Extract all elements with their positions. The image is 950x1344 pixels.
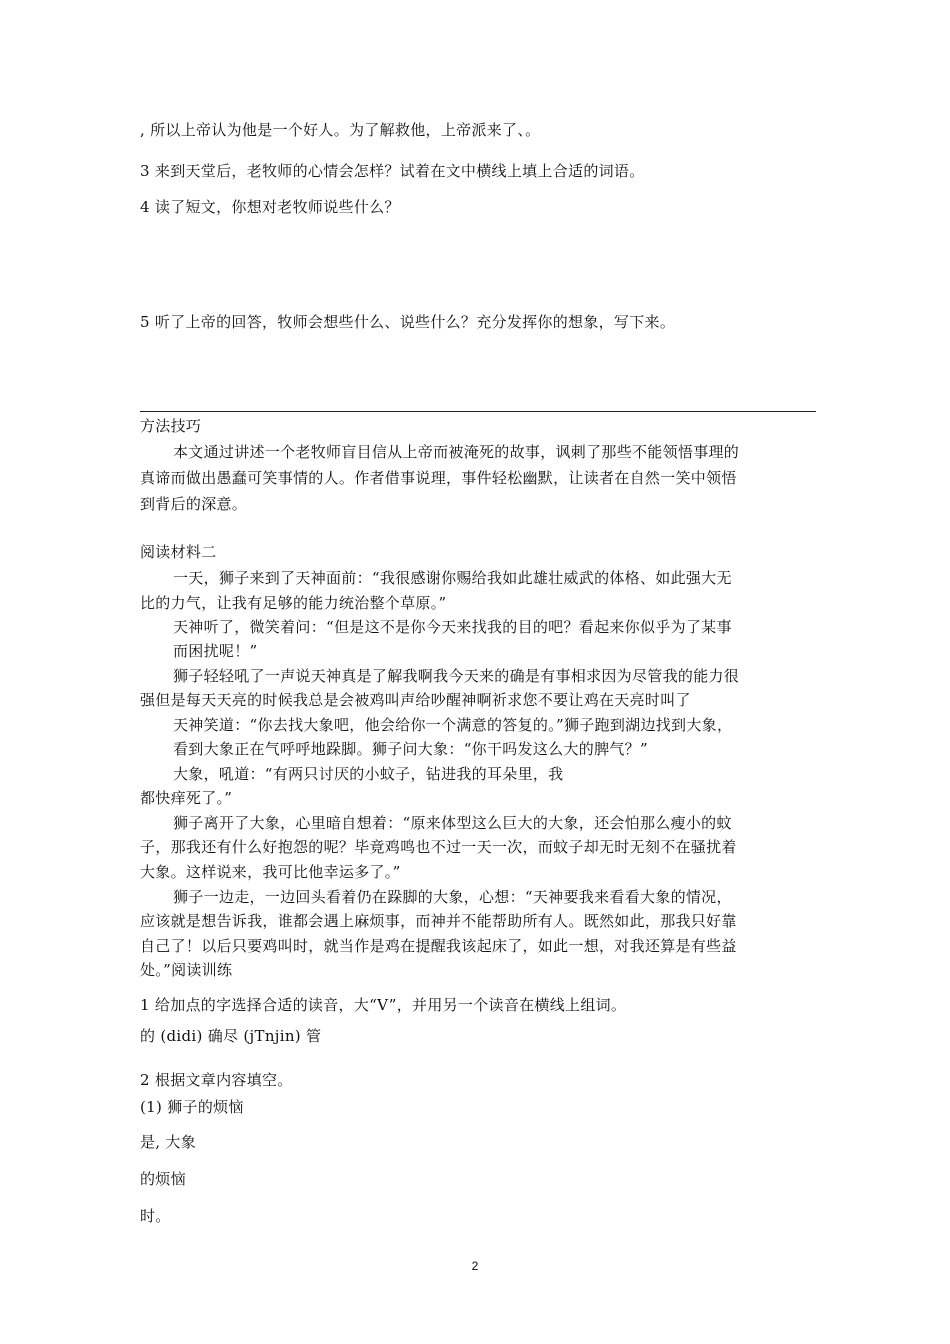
passage-line: 都快痒死了。” <box>140 789 233 807</box>
passage-line: 大象，吼道：“有两只讨厌的小蚊子，钻进我的耳朵里，我 <box>173 765 564 783</box>
exercise-2-line: 的烦恼 <box>140 1170 186 1188</box>
question-4: 4 读了短文，你想对老牧师说些什么？ <box>140 198 400 216</box>
exercise-2: 2 根据文章内容填空。 <box>140 1071 293 1089</box>
exercise-1: 1 给加点的字选择合适的读音，大“V”，并用另一个读音在横线上组词。 <box>140 996 627 1014</box>
passage-line: 子，那我还有什么好抱怨的呢？毕竟鸡鸣也不过一天一次，而蚊子却无时无刻不在骚扰着 <box>140 838 737 856</box>
passage-line: 狮子离开了大象，心里暗自想着：“原来体型这么巨大的大象，还会怕那么瘦小的蚊 <box>173 814 732 832</box>
question-5: 5 听了上帝的回答，牧师会想些什么、说些什么？充分发挥你的想象，写下来。 <box>140 313 676 331</box>
passage-line: 狮子一边走，一边回头看着仍在跺脚的大象，心想：“天神要我来看看大象的情况， <box>173 888 732 906</box>
passage-line: 比的力气，让我有足够的能力统治整个草原。” <box>140 594 447 612</box>
passage-line: 大象。这样说来，我可比他幸运多了。” <box>140 863 401 881</box>
passage-line: 一天，狮子来到了天神面前：“我很感谢你赐给我如此雄壮威武的体格、如此强大无 <box>173 569 732 587</box>
passage-line: 天神笑道：“你去找大象吧，他会给你一个满意的答复的。”狮子跑到湖边找到大象， <box>173 716 733 734</box>
passage-line: 看到大象正在气呼呼地跺脚。狮子问大象：“你干吗发这么大的脾气？” <box>173 740 648 758</box>
material2-heading: 阅读材料二 <box>140 543 217 561</box>
passage-line: 自己了！以后只要鸡叫时，就当作是鸡在提醒我该起床了，如此一想，对我还算是有些益 <box>140 937 737 955</box>
question-2-tail: , 所以上帝认为他是一个好人。为了解救他，上帝派来了、。 <box>140 121 541 139</box>
section-divider <box>140 411 816 412</box>
passage-line: 处。”阅读训练 <box>140 961 233 979</box>
exercise-2-line: 时。 <box>140 1207 171 1225</box>
method-line: 到背后的深意。 <box>140 495 248 513</box>
question-3: 3 来到天堂后，老牧师的心情会怎样？试着在文中横线上填上合适的词语。 <box>140 162 645 180</box>
exercise-2-sub: (1) 狮子的烦恼 <box>140 1098 244 1116</box>
passage-line: 强但是每天天亮的时候我总是会被鸡叫声给吵醒神啊祈求您不要让鸡在天亮时叫了 <box>140 691 691 709</box>
method-line: 真谛而做出愚蠢可笑事情的人。作者借事说理，事件轻松幽默，让读者在自然一笑中领悟 <box>140 469 737 487</box>
passage-line: 天神听了，微笑着问：“但是这不是你今天来找我的目的吧？看起来你似乎为了某事 <box>173 618 732 636</box>
passage-line: 而困扰呢！” <box>173 642 258 660</box>
method-line: 本文通过讲述一个老牧师盲目信从上帝而被淹死的故事，讽刺了那些不能领悟事理的 <box>173 443 740 461</box>
method-heading: 方法技巧 <box>140 417 202 435</box>
passage-line: 狮子轻轻吼了一声说天神真是了解我啊我今天来的确是有事相求因为尽管我的能力很 <box>173 667 740 685</box>
page-number: 2 <box>471 1259 479 1273</box>
passage-line: 应该就是想告诉我，谁都会遇上麻烦事，而神并不能帮助所有人。既然如此，那我只好靠 <box>140 912 737 930</box>
exercise-1-options: 的 (didi) 确尽 (jTnjin) 管 <box>140 1027 322 1045</box>
exercise-2-line: 是, 大象 <box>140 1133 197 1151</box>
